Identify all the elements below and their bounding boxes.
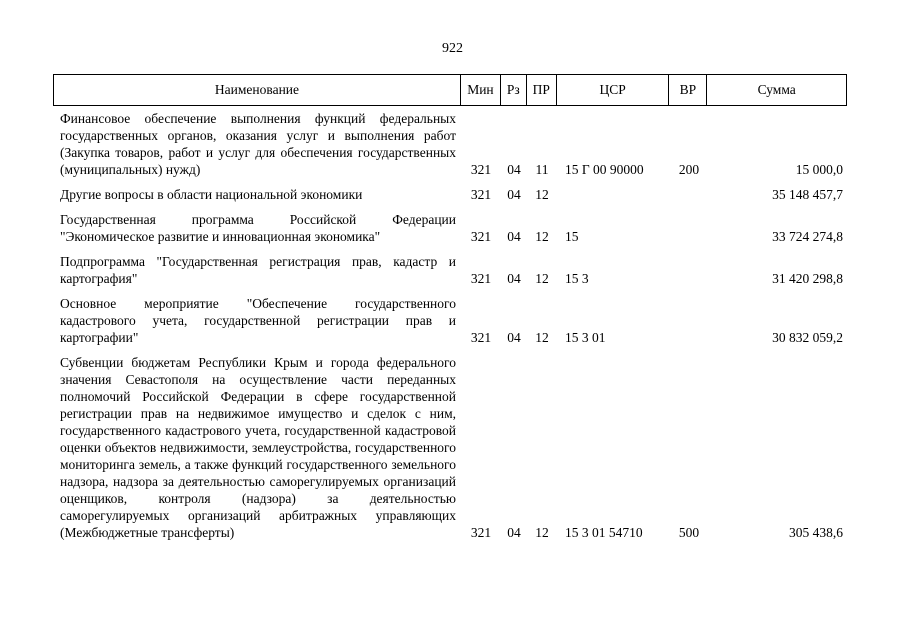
- row-pr: 12: [535, 330, 549, 345]
- row-rz: 04: [507, 187, 521, 202]
- row-rz: 04: [507, 162, 521, 177]
- header-sum: Сумма: [757, 82, 796, 97]
- row-name: Подпрограмма "Государственная регистрация прав, кадастр и картография": [60, 254, 456, 286]
- row-min: 321: [470, 162, 492, 177]
- row-rz: 04: [507, 271, 521, 286]
- page-number: 922: [442, 41, 463, 56]
- row-vr: 500: [678, 525, 700, 540]
- row-pr: 11: [535, 162, 549, 177]
- row-name: Финансовое обеспечение выполнения функций федеральных государственных органов, оказания услуг и выполнения работ (Закупка товаров, работ и услуг для обеспечения государственных (муниципальных) нужд): [60, 111, 456, 177]
- row-csr: 15 3 01: [565, 330, 606, 345]
- table-row: [53, 211, 847, 245]
- row-min: 321: [470, 229, 492, 244]
- row-csr: 15 3 01 54710: [565, 525, 643, 540]
- row-name: Основное мероприятие "Обеспечение государственного кадастрового учета, государственной регистрации прав и картографии": [60, 296, 456, 345]
- row-name: Субвенции бюджетам Республики Крым и города федерального значения Севастополя на осуществление части переданных полномочий Российской Федерации в сфере государственной регистрации прав на недвижимое имущество и сделок с ним, государственного кадастрового учета, государственной кадастровой оценки объектов недвижимости, землеустройства, государственного мониторинга земель, а также функций государственного земельного надзора, надзора за деятельностью саморегулируемых организаций оценщиков, контроля (надзора) за деятельностью саморегулируемых организаций арбитражных управляющих (Межбюджетные трансферты): [60, 355, 456, 540]
- table-row: [53, 354, 847, 541]
- row-min: 321: [470, 187, 492, 202]
- header-csr: ЦСР: [557, 75, 670, 105]
- row-pr: 12: [535, 229, 549, 244]
- table-header: [53, 74, 847, 106]
- header-rz: Рз: [501, 75, 527, 105]
- header-name: Наименование: [54, 75, 461, 105]
- row-pr: 12: [535, 525, 549, 540]
- row-sum: 31 420 298,8: [772, 271, 843, 286]
- row-csr: 15 Г 00 90000: [565, 162, 644, 177]
- row-min: 321: [470, 271, 492, 286]
- table-row: [53, 186, 847, 203]
- row-rz: 04: [507, 229, 521, 244]
- row-vr: 200: [678, 162, 700, 177]
- header-min: Мин: [461, 75, 501, 105]
- row-min: 321: [470, 330, 492, 345]
- header-pr: ПР: [527, 75, 557, 105]
- row-min: 321: [470, 525, 492, 540]
- table-row: [53, 253, 847, 287]
- row-rz: 04: [507, 525, 521, 540]
- row-name: Другие вопросы в области национальной экономики: [60, 187, 363, 202]
- row-sum: 35 148 457,7: [772, 187, 843, 202]
- table-row: [53, 110, 847, 178]
- row-pr: 12: [535, 187, 549, 202]
- row-sum: 305 438,6: [789, 525, 843, 540]
- row-rz: 04: [507, 330, 521, 345]
- row-sum: 15 000,0: [795, 162, 843, 177]
- row-pr: 12: [535, 271, 549, 286]
- table-body: [53, 110, 847, 549]
- row-csr: 15 3: [565, 271, 589, 286]
- row-sum: 30 832 059,2: [772, 330, 843, 345]
- header-vr: ВР: [669, 75, 707, 105]
- row-csr: 15: [565, 229, 579, 244]
- row-sum: 33 724 274,8: [772, 229, 843, 244]
- row-name: Государственная программа Российской Федерации "Экономическое развитие и инновационная экономика": [60, 212, 456, 244]
- table-row: [53, 295, 847, 346]
